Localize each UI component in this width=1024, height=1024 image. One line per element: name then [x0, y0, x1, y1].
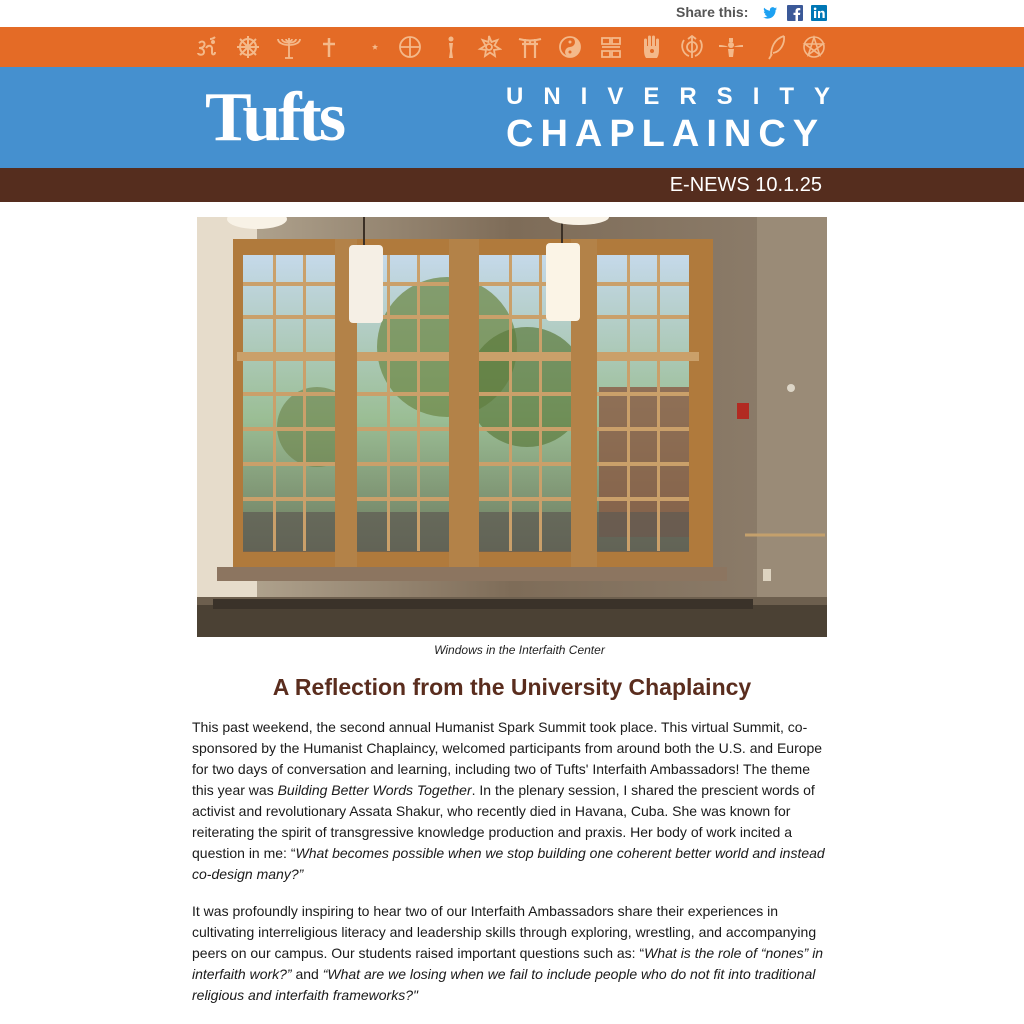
star-burst-icon	[476, 34, 502, 60]
hamsa-icon	[639, 34, 665, 60]
header-bar	[0, 67, 1024, 168]
crescent-star-icon	[356, 34, 382, 60]
hero-caption: Windows in the Interfaith Center	[434, 643, 605, 657]
share-bar	[0, 0, 1024, 27]
twitter-share-button[interactable]	[762, 5, 778, 21]
p1-quote: What becomes possible when we stop building one coherent better world and instead co-design many?”	[192, 845, 825, 882]
enews-banner	[0, 168, 1024, 202]
p2-and: and	[291, 966, 323, 982]
khanda-icon	[679, 34, 705, 60]
faravahar-icon	[718, 34, 744, 60]
om-icon	[194, 34, 220, 60]
enews-label: E-NEWS 10.1.25	[669, 174, 822, 196]
p2-question-1: What is the role of “nones” in interfaith work?”	[192, 945, 824, 982]
header-title-university: UNIVERSITY	[506, 83, 851, 110]
globe-icon	[397, 34, 423, 60]
feather-icon	[764, 34, 790, 60]
tufts-logo[interactable]: Tufts	[205, 79, 344, 156]
facebook-icon	[787, 5, 803, 21]
linkedin-icon	[811, 5, 827, 21]
p2-question-2: “What are we losing when we fail to include people who do not fit into traditional religious and interfaith frameworks?"	[192, 966, 816, 1003]
yin-yang-icon	[557, 34, 583, 60]
header-title-chaplaincy: CHAPLAINCY	[506, 113, 826, 155]
p1-text-b: . In the plenary session, I shared the prescient words of activist and revolutionary Assata Shakur, who recently died in Havana, Cuba. She was known for reiterating the spirit of transgressive knowledge production and praxis. Her body of work incited a question in me: “	[192, 782, 815, 861]
article-paragraph-1	[192, 717, 834, 885]
linkedin-share-button[interactable]	[811, 5, 827, 21]
cross-icon	[316, 34, 342, 60]
torii-icon	[517, 34, 543, 60]
figure-icon	[438, 34, 464, 60]
pentacle-icon	[801, 34, 827, 60]
share-label: Share this:	[676, 4, 749, 20]
dharma-wheel-icon	[235, 34, 261, 60]
p1-text-a: This past weekend, the second annual Humanist Spark Summit took place. This virtual Summit, co-sponsored by the Humanist Chaplaincy, welcomed participants from around both the U.S. and Europe for two days of conversation and learning, including two of Tufts' Interfaith Ambassadors! The theme this year was	[192, 719, 823, 798]
hero-image	[197, 217, 827, 637]
menorah-icon	[276, 34, 302, 60]
chinese-character-icon	[598, 34, 624, 60]
article-title: A Reflection from the University Chaplaincy	[272, 674, 752, 700]
symbols-bar	[0, 27, 1024, 67]
twitter-icon	[762, 5, 778, 21]
p2-text-a: It was profoundly inspiring to hear two of our Interfaith Ambassadors share their experiences in cultivating interreligious literacy and leadership skills through exploring, wrestling, and accompanying peers on our campus. Our students raised important questions such as: “	[192, 903, 817, 961]
facebook-share-button[interactable]	[787, 5, 803, 21]
article-paragraph-2	[192, 901, 834, 1006]
p1-theme: Building Better Words Together	[277, 782, 472, 798]
